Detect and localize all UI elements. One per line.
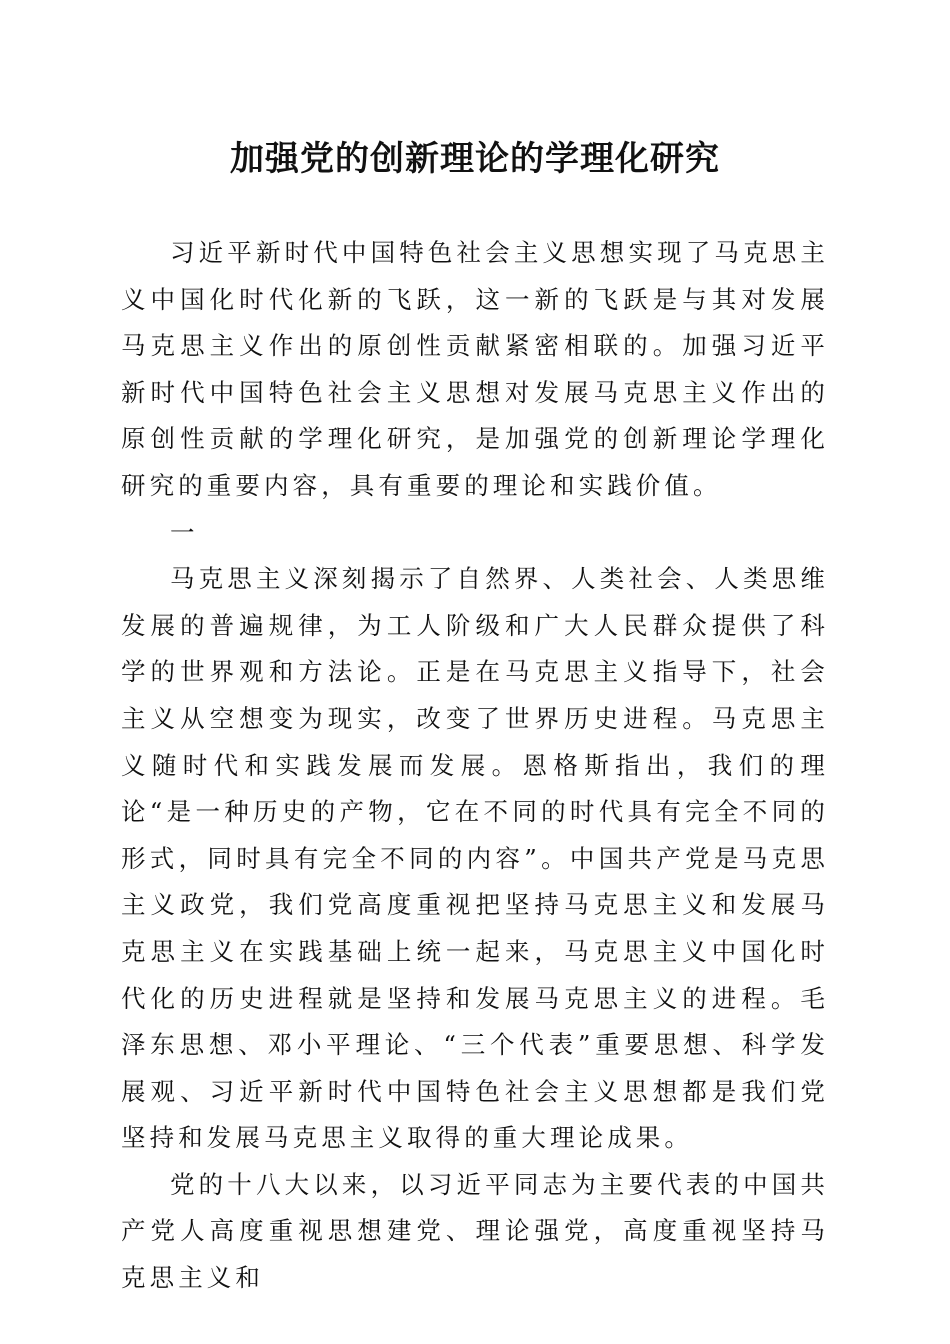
paragraph-18th-congress: 党的十八大以来，以习近平同志为主要代表的中国共产党人高度重视思想建党、理论强党，高度重视坚持马克思主义和 (121, 1169, 829, 1293)
document-title: 加强党的创新理论的学理化研究 (230, 139, 720, 179)
document-body (121, 230, 829, 1302)
paragraph-intro: 习近平新时代中国特色社会主义思想实现了马克思主义中国化时代化新的飞跃，这一新的飞跃是与其对发展马克思主义作出的原创性贡献紧密相联的。加强习近平新时代中国特色社会主义思想对发展马克思主义作出的原创性贡献的学理化研究，是加强党的创新理论学理化研究的重要内容，具有重要的理论和实践价值。 (121, 238, 829, 500)
section-number: 一 (170, 517, 199, 547)
paragraph-marxism: 马克思主义深刻揭示了自然界、人类社会、人类思维发展的普遍规律，为工人阶级和广大人民群众提供了科学的世界观和方法论。正是在马克思主义指导下，社会主义从空想变为现实，改变了世界历史进程。马克思主义随时代和实践发展而发展。恩格斯指出，我们的理论“是一种历史的产物，它在不同的时代具有完全不同的形式，同时具有完全不同的内容”。中国共产党是马克思主义政党，我们党高度重视把坚持马克思主义和发展马克思主义在实践基础上统一起来，马克思主义中国化时代化的历史进程就是坚持和发展马克思主义的进程。毛泽东思想、邓小平理论、“三个代表”重要思想、科学发展观、习近平新时代中国特色社会主义思想都是我们党坚持和发展马克思主义取得的重大理论成果。 (121, 564, 829, 1153)
